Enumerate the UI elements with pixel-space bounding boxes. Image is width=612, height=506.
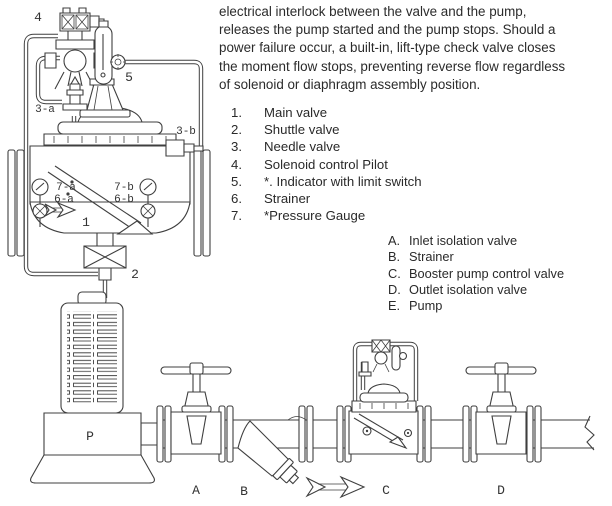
item-label: Main valve	[264, 105, 328, 120]
label-solenoid-pilot: 4	[34, 10, 42, 25]
pressure-gauge-a-icon	[32, 179, 48, 195]
description-line: electrical interlock between the valve and the pump,	[219, 4, 527, 19]
booster-pump-control-valve-icon	[349, 340, 418, 454]
item-label: *. Indicator with limit switch	[264, 173, 422, 189]
item-number: 7.	[231, 208, 242, 224]
label-strainer-b: 6-b	[114, 194, 134, 206]
pump-icon	[31, 292, 158, 483]
pressure-gauge-b-icon	[140, 179, 156, 195]
list-item	[231, 121, 422, 138]
description-line: releases the pump started and the pump stops. Should a	[219, 22, 556, 38]
item-number: 6.	[231, 191, 242, 207]
label-valve-c: C	[382, 483, 390, 498]
description-line: power failure occur, a built-in, lift-type check valve closes	[219, 40, 556, 56]
list-item	[231, 156, 422, 173]
item-label: Outlet isolation valve	[409, 281, 528, 297]
flow-arrow-icon	[307, 477, 364, 497]
label-strainer-b: B	[240, 484, 248, 499]
item-label: Pump	[409, 298, 443, 314]
list-item	[231, 138, 422, 155]
item-number: 1.	[231, 105, 242, 120]
item-letter: C.	[388, 265, 401, 281]
label-main-valve: 1	[82, 215, 90, 230]
item-number: 2.	[231, 122, 242, 138]
list-item	[231, 104, 422, 121]
label-gauge-a: 7-a	[56, 182, 76, 194]
label-valve-a: A	[192, 483, 200, 498]
label-indicator: 5	[125, 70, 133, 85]
list-item	[231, 173, 422, 190]
item-label: Strainer	[409, 249, 454, 265]
item-label: *Pressure Gauge	[264, 208, 366, 224]
description-line: the moment flow stops, preventing reverse flow regardless	[219, 58, 566, 74]
pump-label: P	[86, 429, 94, 444]
list-item	[388, 249, 564, 265]
needle-valve-a-icon	[63, 77, 87, 110]
item-number: 3.	[231, 139, 242, 155]
label-gauge-b: 7-b	[114, 182, 134, 194]
description-line: of solenoid or diaphragm assembly position.	[219, 76, 481, 92]
list-item	[388, 266, 564, 282]
outlet-flange	[194, 150, 210, 256]
item-label: Shuttle valve	[264, 122, 340, 138]
indicator-icon	[80, 21, 130, 117]
inline-strainer-icon	[238, 417, 306, 490]
list-item	[231, 207, 422, 224]
label-valve-d: D	[497, 483, 505, 498]
list-item	[231, 190, 422, 207]
item-label: Inlet isolation valve	[409, 233, 518, 248]
item-number: 5.	[231, 173, 242, 189]
label-strainer-a: 6-a	[54, 194, 74, 206]
parts-list	[231, 104, 422, 224]
label-shuttle-valve: 2	[131, 267, 139, 282]
item-letter: E.	[388, 298, 401, 314]
item-letter: D.	[388, 281, 401, 297]
item-letter: A.	[388, 233, 401, 248]
label-needle-valve-b: 3-b	[176, 126, 196, 138]
list-item	[388, 233, 564, 249]
label-needle-valve-a: 3-a	[35, 104, 55, 116]
inlet-flange	[8, 150, 24, 256]
description-paragraph	[219, 3, 612, 94]
main-valve-drawing	[0, 0, 218, 306]
item-label: Needle valve	[264, 139, 341, 155]
item-label: Solenoid control Pilot	[264, 156, 388, 172]
item-label: Booster pump control valve	[409, 265, 565, 281]
piping-schematic	[0, 290, 612, 506]
item-number: 4.	[231, 156, 242, 172]
item-letter: B.	[388, 249, 401, 265]
item-label: Strainer	[264, 191, 311, 207]
